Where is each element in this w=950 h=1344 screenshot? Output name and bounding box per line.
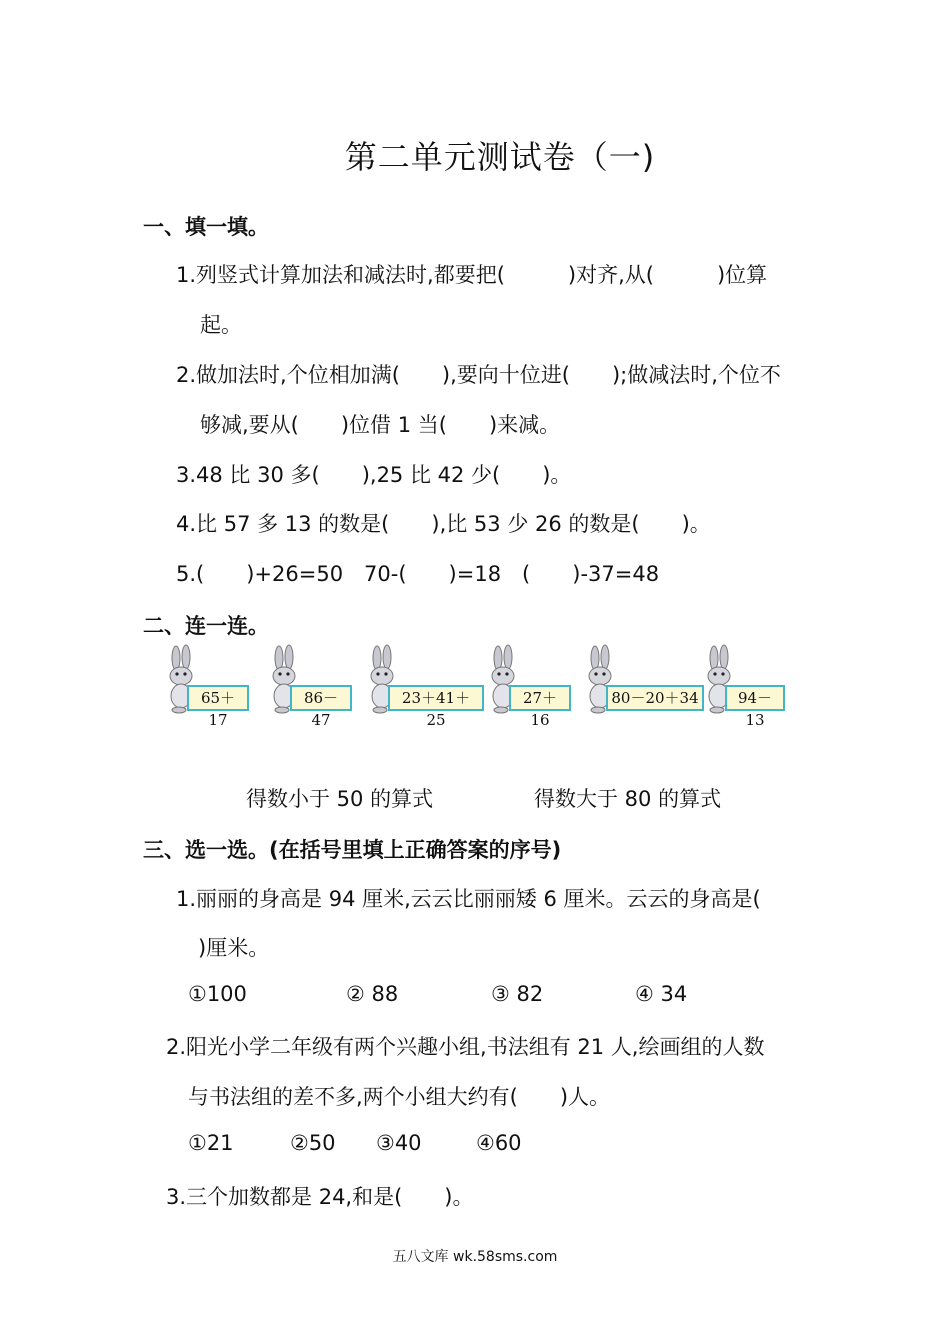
s3-q1-option-1: ①100 <box>188 982 247 1006</box>
s3-q2-option-1: ①21 <box>188 1131 234 1155</box>
s1-q4: 4.比 57 多 13 的数是( ),比 53 少 26 的数是( )。 <box>176 512 711 536</box>
page-title: 第二单元测试卷（一) <box>344 138 656 176</box>
card-expression: 23＋41＋25 <box>388 685 484 711</box>
s1-q1-line2: 起。 <box>200 313 242 337</box>
card-expression: 86－47 <box>290 685 352 711</box>
s3-q1-option-4: ④ 34 <box>635 982 688 1006</box>
s3-q2-option-4: ④60 <box>476 1131 522 1155</box>
s3-q2-line2: 与书法组的差不多,两个小组大约有( )人。 <box>188 1085 611 1109</box>
footer-watermark: 五八文库 wk.58sms.com <box>392 1249 558 1265</box>
s3-q3: 3.三个加数都是 24,和是( )。 <box>166 1185 474 1209</box>
s1-q2-line1: 2.做加法时,个位相加满( ),要向十位进( );做减法时,个位不 <box>176 363 781 387</box>
card-expression: 80－20＋34 <box>606 685 704 711</box>
card-expression: 65＋17 <box>187 685 249 711</box>
s1-q2-line2: 够减,要从( )位借 1 当( )来减。 <box>200 413 561 437</box>
section-3-heading: 三、选一选。(在括号里填上正确答案的序号) <box>143 838 562 862</box>
s3-q2-option-3: ③40 <box>376 1131 422 1155</box>
s3-q1-line1: 1.丽丽的身高是 94 厘米,云云比丽丽矮 6 厘米。云云的身高是( <box>176 887 761 911</box>
s1-q3: 3.48 比 30 多( ),25 比 42 少( )。 <box>176 463 572 487</box>
section-2-heading: 二、连一连。 <box>143 614 269 638</box>
section-1-heading: 一、填一填。 <box>143 215 269 239</box>
card-expression: 27＋16 <box>509 685 571 711</box>
s1-q1-line1: 1.列竖式计算加法和减法时,都要把( )对齐,从( )位算 <box>176 263 768 287</box>
s3-q1-option-3: ③ 82 <box>491 982 544 1006</box>
s3-q1-option-2: ② 88 <box>346 982 399 1006</box>
s1-q5: 5.( )+26=50 70-( )=18 ( )-37=48 <box>176 562 660 586</box>
s3-q2-option-2: ②50 <box>290 1131 336 1155</box>
s3-q1-line2: )厘米。 <box>198 936 270 960</box>
card-expression: 94－13 <box>725 685 785 711</box>
target-greater-than-80: 得数大于 80 的算式 <box>534 787 722 811</box>
target-less-than-50: 得数小于 50 的算式 <box>246 787 434 811</box>
s3-q2-line1: 2.阳光小学二年级有两个兴趣小组,书法组有 21 人,绘画组的人数 <box>166 1035 765 1059</box>
